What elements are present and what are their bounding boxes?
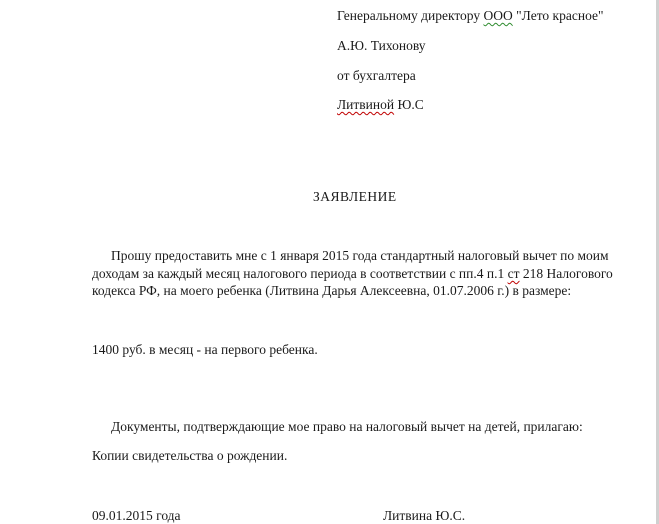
addressee-line-2: А.Ю. Тихонову (337, 38, 426, 53)
addressee-line-1 (337, 8, 604, 24)
article-abbreviation: ст (507, 266, 520, 281)
document-title: ЗАЯВЛЕНИЕ (313, 189, 397, 204)
request-line-1: Прошу предоставить мне с 1 января 2015 года стандартный налоговый вычет по моим (111, 248, 609, 263)
sender-surname: Литвиной (337, 97, 395, 112)
request-line-2-end: 218 Налогового (519, 266, 613, 281)
sender-initials: Ю.С (394, 97, 424, 112)
signature-name: Литвина Ю.С. (383, 508, 466, 523)
deduction-amount-line: 1400 руб. в месяц - на первого ребенка. (92, 342, 318, 357)
sender-position-line: от бухгалтера (337, 68, 416, 83)
request-line-2-start: доходам за каждый месяц налогового периода в соответствии с пп.4 п.1 (92, 266, 508, 281)
attachment-list-line: Копии свидетельства о рождении. (92, 448, 288, 463)
addressee-company-name: "Лето красное" (512, 8, 604, 23)
documents-attached-line: Документы, подтверждающие мое право на налоговый вычет на детей, прилагаю: (111, 419, 583, 434)
sender-name-line (337, 97, 424, 113)
addressee-company-form: ООО (483, 8, 513, 23)
document-date: 09.01.2015 года (92, 508, 181, 523)
request-line-3: кодекса РФ, на моего ребенка (Литвина Дарья Алексеевна, 01.07.2006 г.) в размере: (92, 283, 572, 298)
addressee-position: Генеральному директору (337, 8, 484, 23)
request-line-2 (92, 266, 613, 282)
